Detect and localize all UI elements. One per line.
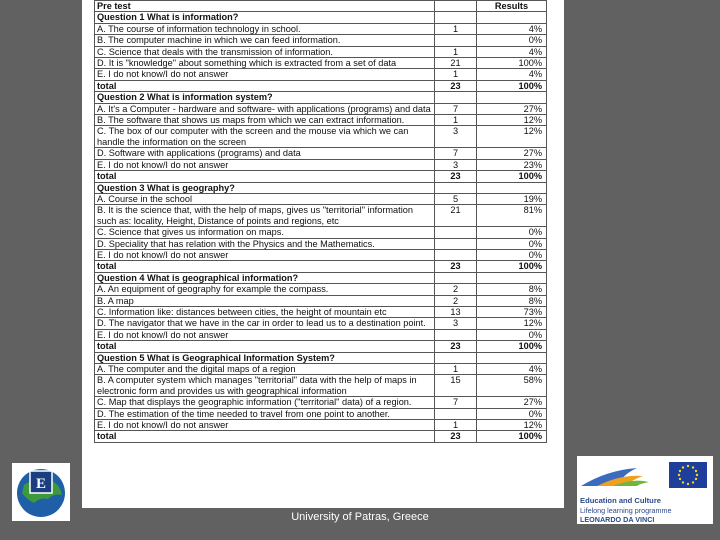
row-text: total (95, 80, 435, 91)
row-text: C. The box of our computer with the screen and the mouse via which we can handle the information on the screen (95, 126, 435, 148)
row-text: E. I do not know/I do not answer (95, 69, 435, 80)
answer-row (95, 420, 547, 431)
answer-row (95, 69, 547, 80)
row-text: C. Information like: distances between cities, the height of mountain etc (95, 306, 435, 317)
row-text: E. I do not know/I do not answer (95, 249, 435, 260)
question-row (95, 352, 547, 363)
row-percent: 12% (477, 126, 547, 148)
row-text: B. A map (95, 295, 435, 306)
row-percent: 8% (477, 295, 547, 306)
question-row (95, 272, 547, 283)
row-count: 1 (435, 69, 477, 80)
row-text: A. It's a Computer - hardware and software- with applications (programs) and data (95, 103, 435, 114)
logo-line-education: Education and Culture (580, 496, 662, 505)
row-count: 23 (435, 431, 477, 442)
answer-row (95, 249, 547, 260)
row-count: 5 (435, 193, 477, 204)
row-text: D. Software with applications (programs) and data (95, 148, 435, 159)
row-percent (477, 272, 547, 283)
row-text: D. It is "knowledge" about something which is extracted from a set of data (95, 58, 435, 69)
row-text: B. The computer machine in which we can feed information. (95, 35, 435, 46)
table-header-row (95, 1, 547, 12)
results-table (94, 0, 547, 443)
answer-row (95, 23, 547, 34)
row-text: total (95, 171, 435, 182)
answer-row (95, 46, 547, 57)
row-text: B. The software that shows us maps from which we can extract information. (95, 115, 435, 126)
total-row (95, 431, 547, 442)
row-count: 7 (435, 397, 477, 408)
row-percent: 4% (477, 364, 547, 375)
answer-row (95, 35, 547, 46)
row-percent: 81% (477, 205, 547, 227)
row-count: 2 (435, 284, 477, 295)
row-count: 1 (435, 23, 477, 34)
row-count: 1 (435, 46, 477, 57)
row-percent: 12% (477, 115, 547, 126)
row-count (435, 408, 477, 419)
row-count (435, 352, 477, 363)
answer-row (95, 318, 547, 329)
row-count: 21 (435, 58, 477, 69)
row-percent: 100% (477, 431, 547, 442)
row-count: 13 (435, 306, 477, 317)
row-percent: 4% (477, 23, 547, 34)
logo-line-lifelong: Lifelong learning programme (580, 506, 672, 515)
question-row (95, 182, 547, 193)
row-text: A. Course in the school (95, 193, 435, 204)
table-title: Pre test (95, 1, 435, 12)
row-count: 21 (435, 205, 477, 227)
row-percent: 8% (477, 284, 547, 295)
row-percent: 27% (477, 148, 547, 159)
results-header: Results (477, 1, 547, 12)
row-count (435, 238, 477, 249)
answer-row (95, 329, 547, 340)
answer-row (95, 238, 547, 249)
row-count: 15 (435, 375, 477, 397)
row-percent: 4% (477, 69, 547, 80)
row-text: total (95, 261, 435, 272)
answer-row (95, 284, 547, 295)
row-count: 3 (435, 318, 477, 329)
row-count (435, 35, 477, 46)
row-count: 23 (435, 341, 477, 352)
row-percent: 27% (477, 103, 547, 114)
row-percent: 0% (477, 35, 547, 46)
answer-row (95, 306, 547, 317)
row-count (435, 182, 477, 193)
row-count (435, 12, 477, 23)
answer-row (95, 115, 547, 126)
row-count (435, 329, 477, 340)
row-text: C. Science that gives us information on maps. (95, 227, 435, 238)
row-text: E. I do not know/I do not answer (95, 159, 435, 170)
row-text: A. The computer and the digital maps of a region (95, 364, 435, 375)
row-text: total (95, 341, 435, 352)
row-count: 1 (435, 115, 477, 126)
row-text: D. Speciality that has relation with the Physics and the Mathematics. (95, 238, 435, 249)
row-text: Question 1 What is information? (95, 12, 435, 23)
answer-row (95, 126, 547, 148)
row-count: 23 (435, 261, 477, 272)
row-percent: 100% (477, 341, 547, 352)
row-percent (477, 92, 547, 103)
row-count: 1 (435, 364, 477, 375)
row-percent (477, 182, 547, 193)
answer-row (95, 364, 547, 375)
row-percent (477, 12, 547, 23)
answer-row (95, 205, 547, 227)
row-text: E. I do not know/I do not answer (95, 420, 435, 431)
row-text: B. A computer system which manages "territorial" data with the help of maps in electronic form and provides us with geographical information (95, 375, 435, 397)
answer-row (95, 397, 547, 408)
answer-row (95, 227, 547, 238)
eduse-logo (12, 463, 70, 521)
row-percent: 23% (477, 159, 547, 170)
row-percent: 100% (477, 58, 547, 69)
answer-row (95, 193, 547, 204)
row-percent: 19% (477, 193, 547, 204)
row-count: 7 (435, 148, 477, 159)
row-percent: 12% (477, 318, 547, 329)
row-text: D. The estimation of the time needed to travel from one point to another. (95, 408, 435, 419)
row-count (435, 92, 477, 103)
footer-text: University of Patras, Greece (291, 511, 429, 523)
row-text: Question 3 What is geography? (95, 182, 435, 193)
row-count: 2 (435, 295, 477, 306)
row-count: 23 (435, 171, 477, 182)
row-percent: 4% (477, 46, 547, 57)
row-text: C. Science that deals with the transmission of information. (95, 46, 435, 57)
total-row (95, 341, 547, 352)
row-percent: 0% (477, 249, 547, 260)
row-count: 23 (435, 80, 477, 91)
row-count (435, 227, 477, 238)
answer-row (95, 295, 547, 306)
answer-row (95, 58, 547, 69)
row-text: Question 4 What is geographical information? (95, 272, 435, 283)
row-percent (477, 352, 547, 363)
row-percent: 12% (477, 420, 547, 431)
row-percent: 100% (477, 171, 547, 182)
logo-line-leonardo: LEONARDO DA VINCI (580, 515, 655, 524)
row-percent: 0% (477, 238, 547, 249)
total-row (95, 261, 547, 272)
logo-letter: E (35, 476, 47, 492)
row-text: A. An equipment of geography for example the compass. (95, 284, 435, 295)
row-percent: 73% (477, 306, 547, 317)
row-percent: 0% (477, 408, 547, 419)
row-count: 1 (435, 420, 477, 431)
row-text: Question 2 What is information system? (95, 92, 435, 103)
row-count: 3 (435, 126, 477, 148)
row-count: 3 (435, 159, 477, 170)
row-percent: 100% (477, 80, 547, 91)
row-percent: 0% (477, 329, 547, 340)
row-count: 7 (435, 103, 477, 114)
row-text: Question 5 What is Geographical Information System? (95, 352, 435, 363)
row-percent: 58% (477, 375, 547, 397)
total-row (95, 80, 547, 91)
row-text: B. It is the science that, with the help of maps, gives us "territorial" information such as: locality, Height, Distance of points and regions, etc (95, 205, 435, 227)
row-text: D. The navigator that we have in the car in order to lead us to a destination point. (95, 318, 435, 329)
answer-row (95, 159, 547, 170)
leonardo-logo (577, 456, 713, 524)
row-count (435, 249, 477, 260)
total-row (95, 171, 547, 182)
row-percent: 100% (477, 261, 547, 272)
row-text: E. I do not know/I do not answer (95, 329, 435, 340)
row-text: total (95, 431, 435, 442)
row-text: A. The course of information technology in school. (95, 23, 435, 34)
answer-row (95, 375, 547, 397)
answer-row (95, 103, 547, 114)
question-row (95, 92, 547, 103)
row-percent: 27% (477, 397, 547, 408)
row-count (435, 272, 477, 283)
row-text: C. Map that displays the geographic information ("territorial" data) of a region. (95, 397, 435, 408)
answer-row (95, 408, 547, 419)
answer-row (95, 148, 547, 159)
table-body (95, 12, 547, 442)
header-spacer (435, 1, 477, 12)
row-percent: 0% (477, 227, 547, 238)
question-row (95, 12, 547, 23)
